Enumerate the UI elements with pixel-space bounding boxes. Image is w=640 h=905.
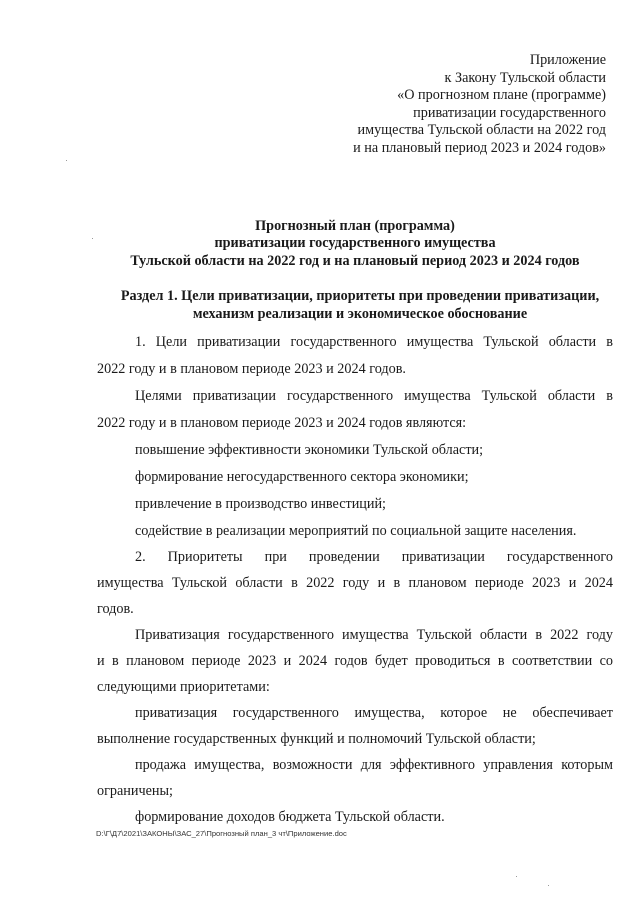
paragraph-line: Целями приватизации государственного имущества Тульской области в: [135, 388, 613, 404]
paragraph-line: ограничены;: [97, 783, 173, 799]
list-item: формирование доходов бюджета Тульской области.: [135, 809, 445, 825]
paragraph-line: выполнение государственных функций и полномочий Тульской области;: [97, 731, 536, 747]
title-line: Тульской области на 2022 год и на плановый период 2023 и 2024 годов: [130, 252, 580, 269]
paragraph-line: 2022 году и в плановом периоде 2023 и 2024 годов являются:: [97, 415, 467, 431]
list-item: повышение эффективности экономики Тульской области;: [135, 442, 484, 458]
paragraph-line: 2. Приоритеты при проведении приватизации государственного: [135, 549, 613, 565]
list-item: продажа имущества, возможности для эффективного управления которым: [135, 757, 613, 773]
scan-speck: [516, 876, 517, 877]
paragraph-line: 1. Цели приватизации государственного имущества Тульской области в: [135, 334, 613, 350]
paragraph-line: 2022 году и в плановом периоде 2023 и 2024 годов.: [97, 361, 406, 377]
scan-speck: [92, 238, 93, 239]
paragraph-line: и в плановом периоде 2023 и 2024 годов будет проводиться в соответствии со: [97, 653, 613, 669]
list-item: содействие в реализации мероприятий по социальной защите населения.: [135, 523, 577, 539]
list-item: привлечение в производство инвестиций;: [135, 496, 387, 512]
title-line: приватизации государственного имущества: [214, 235, 496, 252]
section-heading-line: механизм реализации и экономическое обоснование: [192, 306, 528, 322]
paragraph-line: следующими приоритетами:: [97, 679, 270, 695]
file-path-footer: D:\Г\Д7\2021\ЗАКОНЫ\ЗАС_27\Прогнозный план_3 чт\Приложение.doc: [96, 829, 347, 838]
appendix-line: «О прогнозном плане (программе): [397, 87, 606, 104]
list-item: формирование негосударственного сектора экономики;: [135, 469, 469, 485]
paragraph-line: имущества Тульской области в 2022 году и в плановом периоде 2023 и 2024: [97, 575, 613, 591]
appendix-line: к Закону Тульской области: [444, 69, 606, 86]
appendix-line: Приложение: [529, 52, 606, 68]
section-heading-line: Раздел 1. Цели приватизации, приоритеты при проведении приватизации,: [120, 288, 600, 304]
document-title: [60, 218, 640, 270]
appendix-line: и на плановый период 2023 и 2024 годов»: [353, 139, 606, 156]
scan-speck: [548, 885, 549, 886]
list-item: приватизация государственного имущества, которое не обеспечивает: [135, 705, 613, 721]
scan-speck: [66, 160, 67, 161]
paragraph-line: годов.: [97, 601, 134, 617]
appendix-header: [286, 52, 606, 158]
title-line: Прогнозный план (программа): [255, 218, 455, 234]
appendix-line: имущества Тульской области на 2022 год: [357, 122, 606, 139]
paragraph-line: Приватизация государственного имущества Тульской области в 2022 году: [135, 627, 613, 643]
appendix-line: приватизации государственного: [413, 104, 606, 121]
section-heading: [95, 287, 625, 323]
